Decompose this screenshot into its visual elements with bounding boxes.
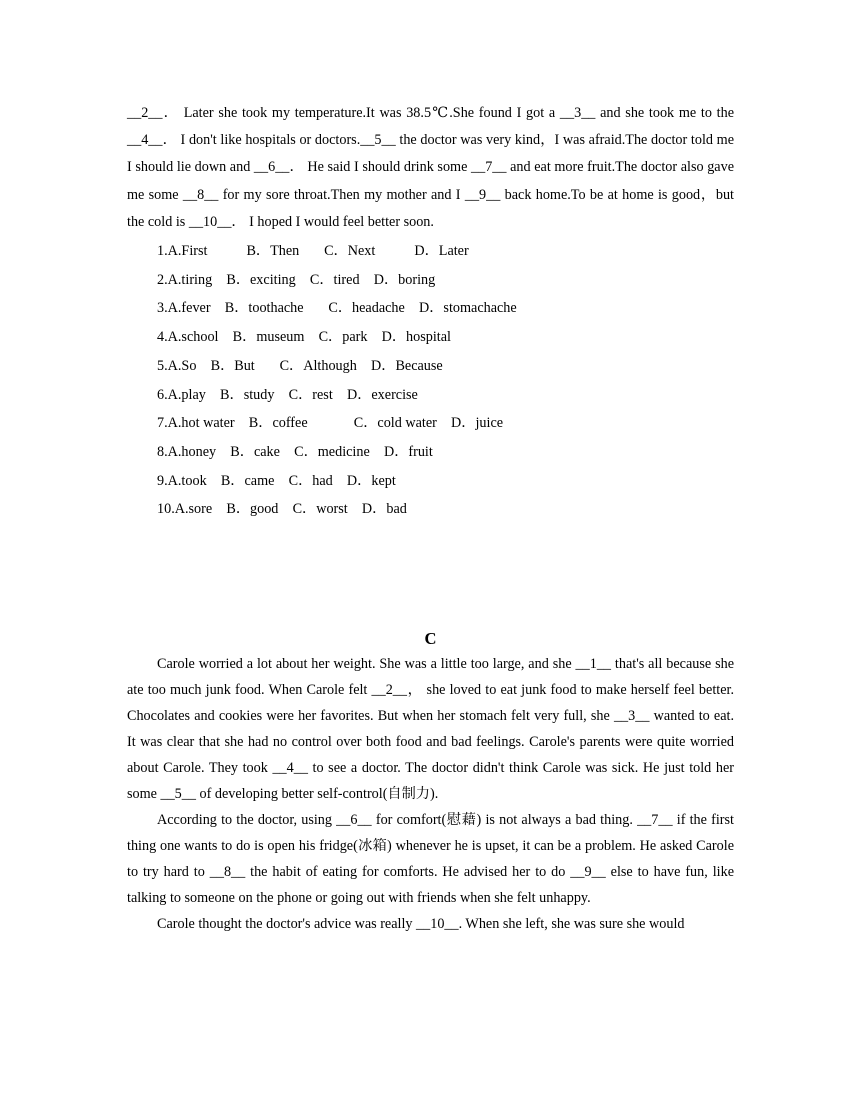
answer-options (127, 237, 734, 524)
option-line-4: 4.A.school B．museum C．park D．hospital (157, 329, 451, 346)
passage-c-paragraph-3: Carole thought the doctor's advice was really __10__. When she left, she was sure she would (157, 916, 685, 932)
option-line-7: 7.A.hot water B．coffee C．cold water D．juice (157, 415, 504, 432)
option-line-10: 10.A.sore B．good C．worst D．bad (157, 501, 407, 518)
option-line-9: 9.A.took B．came C．had D．kept (157, 472, 396, 489)
option-line-1: 1.A.First B．Then C．Next D．Later (157, 243, 469, 260)
passage-c-paragraph-2: According to the doctor, using __6__ for comfort(慰藉) is not always a bad thing. __7__ if the first thing one wants to do is open his fridge(冰箱) whenever he is upset, it can be a problem. He asked Carole to try hard to __8__ the habit of eating for comforts. He advised her to do __9__ else to have fun, like talking to someone on the phone or going out with friends when she felt unhappy. (127, 812, 734, 906)
option-line-6: 6.A.play B．study C．rest D．exercise (157, 386, 418, 403)
passage-c (127, 651, 734, 937)
option-line-8: 8.A.honey B．cake C．medicine D．fruit (157, 443, 433, 460)
option-line-3: 3.A.fever B．toothache C．headache D．stomachache (157, 300, 517, 317)
option-line-5: 5.A.So B．But C．Although D．Because (157, 357, 443, 374)
passage-b-section (127, 100, 734, 524)
section-c-title: C (424, 629, 437, 648)
passage-c-paragraph-1: Carole worried a lot about her weight. She was a little too large, and she __1__ that's all because she ate too much junk food. When Carole felt __2__， she loved to eat junk food to make herself feel better. Chocolates and cookies were her favorites. But when her stomach felt very full, she __3__ wanted to eat. It was clear that she had no control over both food and bad feelings. Carole's parents were quite worried about Carole. They took __4__ to see a doctor. The doctor didn't think Carole was sick. He just told her some __5__ of developing better self-control(自制力). (127, 656, 734, 802)
passage-b-text: __2__． Later she took my temperature.It was 38.5℃.She found I got a __3__ and she took me to the __4__． I don't like hospitals or doctors.__5__ the doctor was very kind，I was afraid.The doctor told me I should lie down and __6__． He said I should drink some __7__ and eat more fruit.The doctor also gave me some __8__ for my sore throat.Then my mother and I __9__ back home.To be at home is good，but the cold is __10__． I hoped I would feel better soon. (127, 105, 734, 230)
option-line-2: 2.A.tiring B．exciting C．tired D．boring (157, 271, 436, 288)
